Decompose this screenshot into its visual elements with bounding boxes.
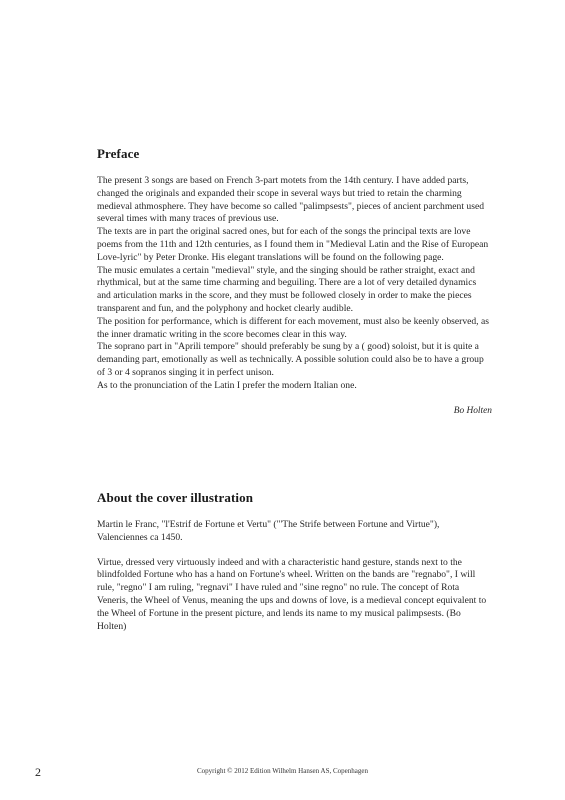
page-footer [0, 765, 565, 779]
cover-paragraph: Martin le Franc, "l'Estrif de Fortune et Vertu" ("'The Strife between Fortune and Virtue"), Valenciennes ca 1450. [97, 519, 440, 543]
preface-paragraph: As to the pronunciation of the Latin I prefer the modern Italian one. [97, 379, 357, 391]
copyright-notice: Copyright © 2012 Edition Wilhelm Hansen AS, Copenhagen [197, 767, 368, 775]
preface-paragraph: The texts are in part the original sacred ones, but for each of the songs the principal texts are love poems from the 11th and 12th centuries, as I found them in "Medieval Latin and the Rise of European Love-lyric" by Peter Dronke. His elegant translations will be found on the following page. [97, 226, 489, 263]
preface-paragraph: The present 3 songs are based on French 3-part motets from the 14th century. I have added parts, changed the originals and expanded their scope in several ways but tried to retain the charming medieval athmosphere. They have become so called "palimpsests", pieces of ancient parchment used several times with many traces of previous use. [97, 175, 485, 225]
paragraph-spacer [97, 545, 492, 557]
preface-section [97, 146, 492, 416]
page-number: 2 [35, 765, 41, 779]
preface-paragraph: The position for performance, which is different for each movement, must also be keenly observed, as the inner dramatic writing in the score becomes clear in this way. [97, 315, 489, 340]
preface-paragraph: The music emulates a certain "medieval" style, and the singing should be rather straight, exact and rhythmical, but at the same time charming and beguiling. There are a lot of very detailed dynamics and articulation marks in the score, and they must be followed closely in order to make the pieces transparent and fun, and the polyphony and hocket clearly audible. [97, 264, 477, 314]
cover-paragraph: Virtue, dressed very virtuously indeed and with a characteristic hand gesture, stands next to the blindfolded Fortune who has a hand on Fortune's wheel. Written on the bands are "regnabo", I will rule, "regno" I am ruling, "regnavi" I have ruled and "sine regno" no rule. The concept of Rota Veneris, the Wheel of Venus, meaning the ups and downs of love, is a medieval concept equivalent to the Wheel of Fortune in the present picture, and lends its name to my musical palimpsests. (Bo Holten) [97, 556, 487, 632]
preface-paragraph: The soprano part in "Aprili tempore" should preferably be sung by a ( good) soloist, but it is quite a demanding part, emotionally as well as technically. A possible solution could also be to have a group of 3 or 4 sopranos singing it in perfect unison. [97, 341, 484, 378]
preface-heading: Preface [97, 146, 140, 161]
cover-heading: About the cover illustration [97, 490, 254, 505]
cover-illustration-section [97, 490, 492, 633]
preface-signature: Bo Holten [453, 405, 492, 416]
